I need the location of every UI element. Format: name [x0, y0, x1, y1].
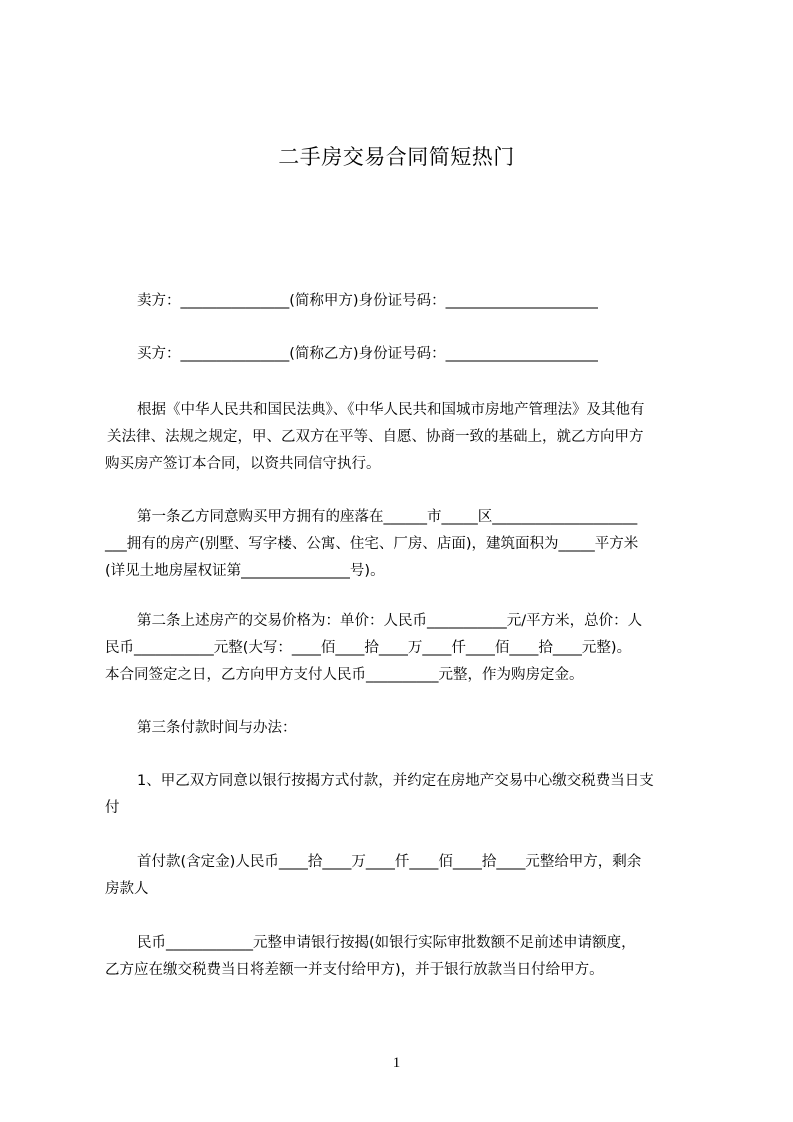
- article-1-line-1: 第一条乙方同意购买甲方拥有的座落在______市_____区____________________: [137, 509, 638, 525]
- preamble-line-2: 关法律、法规之规定，甲、乙双方在平等、自愿、协商一致的基础上，就乙方向甲方: [107, 429, 644, 445]
- article-3-item-1-line-1: 1、甲乙双方同意以银行按揭方式付款，并约定在房地产交易中心缴交税费当日支: [137, 773, 654, 789]
- down-payment-line-2: 房款人: [105, 881, 149, 897]
- seller-line: 卖方：_______________(简称甲方)身份证号码：_____________________: [137, 293, 598, 309]
- article-1-line-2: ___拥有的房产(别墅、写字楼、公寓、住宅、厂房、店面)，建筑面积为_____平方米: [105, 536, 639, 552]
- article-2-line-1: 第二条上述房产的交易价格为：单价：人民币___________元/平方米，总价：人: [137, 613, 643, 629]
- article-1-line-3: (详见土地房屋权证第_______________号)。: [105, 563, 385, 579]
- buyer-line: 买方：_______________(简称乙方)身份证号码：_____________________: [137, 346, 598, 362]
- article-2-line-3: 本合同签定之日，乙方向甲方支付人民币__________元整，作为购房定金。: [105, 667, 584, 683]
- mortgage-line-1: 民币____________元整申请银行按揭(如银行实际审批数额不足前述申请额度，: [137, 935, 636, 951]
- preamble-line-1: 根据《中华人民共和国民法典》、《中华人民共和国城市房地产管理法》及其他有: [137, 402, 645, 418]
- mortgage-line-2: 乙方应在缴交税费当日将差额一并支付给甲方)，并于银行放款当日付给甲方。: [105, 962, 604, 978]
- article-2-line-2: 民币___________元整(大写：____佰____拾____万____仟____佰____拾____元整)。: [105, 640, 632, 656]
- article-3-heading: 第三条付款时间与办法：: [137, 720, 297, 736]
- down-payment-line-1: 首付款(含定金)人民币____拾____万____仟____佰____拾____元整给甲方，剩余: [137, 854, 642, 870]
- preamble-line-3: 购买房产签订本合同，以资共同信守执行。: [105, 456, 381, 472]
- article-3-item-1-line-2: 付: [105, 800, 120, 816]
- document-title: 二手房交易合同简短热门: [278, 145, 515, 169]
- page-number: 1: [392, 1055, 401, 1071]
